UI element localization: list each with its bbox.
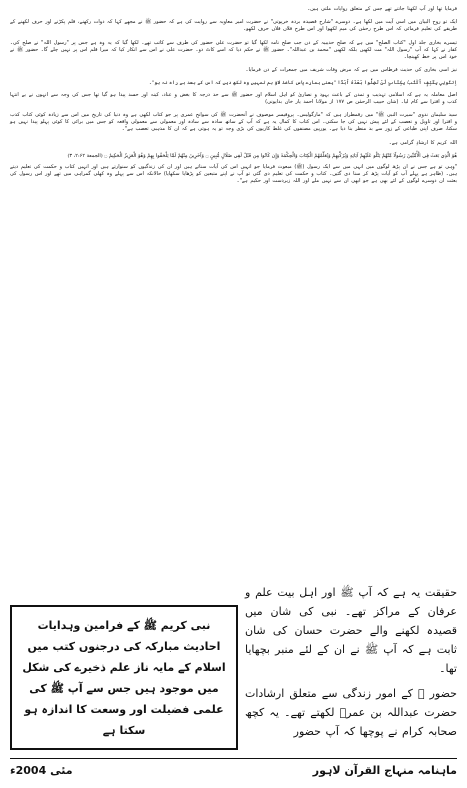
magazine-name: ماہنامہ منہاج القرآن لاہور [312, 763, 457, 777]
issue-date: مئی 2004ء [10, 763, 73, 777]
paragraph: نیز اسی بخاری کی حدیث قرطاس میں ہے کہ مرض وفات شریف میں جمعرات کے دن فرمایا۔ [245, 67, 457, 74]
page-footer [10, 758, 457, 781]
paragraph: ایک تو روح البیان میں اسی آیت میں لکھا ہے۔ دوسرے "شارح قصیدہ بردہ خرپوتی" نے حضرت امیر معاویہ سے روایت کی ہے کہ حضور ﷺ نے مجھے کہا کہ دوات رکھنے، قلم پکڑنے اور حرف لکھنے کے طریقے کی تعلیم فرمائی کہ اس طرح رحمٰن کی میم لکھوا اور اس طرح فلاں فلاں حرف لکھو۔ [10, 19, 457, 33]
paragraph: سید سلیمان ندوی "سیرت النبی ﷺ" میں رقمطراز ہیں کہ "مارگولیس۔ پروفیسر موصوف نے آنحضرت ﷺ کی سوانح عمری پر جو کتاب لکھی ہے وہ دنیا کی تاریخ میں اس سے زیادہ کوئی کتاب کذب و افترا اور تاویل و تعصب کے لئے پیش نہیں کی جا سکتی۔ اس کتاب کا کمال یہ ہے کہ آپ کے ساتھ سادہ سے سادہ اور معمولی سے معمولی واقعہ کو جس میں برائی کا کوئی پہلو پیدا نہیں ہو سکتا، صرف اپنی طباعی کے زور سے بد منظر بنا دیا ہے۔ یورپین مصنفوں کی غلط کاریوں کی بڑی وجہ تو یہ ہوتی ہے کہ ان کا مذہبی تعصب ہے"۔ [10, 112, 457, 133]
right-column [245, 583, 457, 747]
paragraph: حقیقت یہ ہے کہ آپ ﷺ اور اہل بیت علم و عرفان کے مراکز تھے۔ نبی کی شان میں قصیدہ لکھنے والے حضرت حسان کی شان ثابت ہے کہ آپ ﷺ نے ان کے لئے منبر بچھایا تھا۔ [245, 586, 457, 675]
verse-translation: "وہی تو ہے جس نے ان پڑھ لوگوں میں انہی میں سے ایک رسول (ﷺ) مبعوث فرمایا جو انہیں اس کی آیات سناتے ہیں اور ان کی زندگیوں کو سنوارتے ہیں اور انہیں کتاب و حکمت کی تعلیم دیتے ہیں۔ (ظاہر ہے پہلے آپ کو آیات پڑھ کر سنا دی گئیں۔ کتاب و حکمت کی تعلیم دی گئی تو آپ نے اپنے متبعین کو پڑھایا سکھایا) حالانکہ اس سے پہلے وہ کھلی گمراہی میں تھے اور اس رسول کی بعثت ان دوسرے لوگوں کے لئے بھی ہے جو ابھی ان سے نہیں ملے اور اللہ زبردست اور حکیم ہے"۔ [10, 164, 457, 185]
paragraph: اصل معاملہ یہ ہے کہ اسلامی تہذیب و تمدن کے باعث یہود و نصاریٰ کو اہل اسلام اور حضور ﷺ سے حد درجہ کا بغض و عناد، کینہ اور حسد پیدا ہو گیا تھا جس کی وجہ سے انہوں نے بے انتہا کذب و افترا سے کام لیا۔ (شان حبیب الرحمٰن ص ۱۷۷ از مولانا احمد یار خان بدایونی) [10, 91, 457, 105]
hadith-quote: اِئتُونِي بِكَتِفٍ أَكْتُبُ بِكِتَابٍ لَنْ تَضِلُّوا بَعْدَهُ أَبَدًا "یعنی ہمارے پاس کاغذ لاؤ ہم تمہیں وہ لکھ دیں کہ اس کے بعد بے راہ نہ ہو"۔ [148, 80, 457, 87]
pull-quote-text: نبی کریم ﷺ کے فرامین وہدایات احادیث مبارکہ کی درجنوں کتب میں اسلام کے مایہ ناز علم ذخیرے کی شکل میں موجود ہیں جس سے آپ ﷺ کی علمی فضیلت اور وسعت کا اندازہ ہو سکتا ہے [22, 618, 226, 737]
paragraph: اللہ کریم کا ارشادِ گرامی ہے۔ [388, 139, 457, 146]
quran-verse: هُوَ الَّذِي بَعَثَ فِي الْأُمِّيِّينَ رَسُولًا مِّنْهُمْ يَتْلُو عَلَيْهِمْ آيَاتِهِ وَيُزَكِّيهِمْ وَيُعَلِّمُهُمُ الْكِتَابَ وَالْحِكْمَةَ وَإِن كَانُوا مِن قَبْلُ لَفِي ضَلَالٍ مُّبِينٍ ۝ وَآخَرِينَ مِنْهُمْ لَمَّا يَلْحَقُوا بِهِمْ وَهُوَ الْعَزِيزُ الْحَكِيمُ ۝ (الجمعة ۲:۶۲، ۳) [67, 152, 457, 159]
lower-section [10, 583, 457, 753]
pull-quote-box [10, 605, 238, 750]
paragraph: تیسرے بخاری جلد اول "کتاب الصلح" میں ہے کہ صلح حدیبیہ کے دن جب صلح نامہ لکھا گیا تو حضرت علی حضور کی طرف سے کاتب تھے۔ لکھا گیا کہ یہ وہ ہے جس پر "رسول اللہ" نے صلح کی۔ کفار نے کہا کہ آپ "رسول اللہ" مت لکھیں بلکہ لکھیں "محمد بن عبداللہ"۔ حضور ﷺ نے حکم دیا کہ اسے کاٹ دو۔ حضرت علی نے اس سے انکار کیا کہ میرا قلم اس پر نہیں چلے گا۔ حضور ﷺ نے خود اس پر خط کھینچا۔ [10, 39, 457, 61]
paragraph: فرمایا تھا اور آپ لکھنا جانتے تھے جس کے متعلق روایات ملتی ہیں۔ [307, 6, 457, 12]
paragraph: حضور ﷺ کے امور زندگی سے متعلق ارشادات حضرت عبداللہ بن عمرؓ لکھتے تھے۔ یہ کچھ صحابہ کرام نے پوچھا کہ آپ حضور [245, 687, 457, 738]
